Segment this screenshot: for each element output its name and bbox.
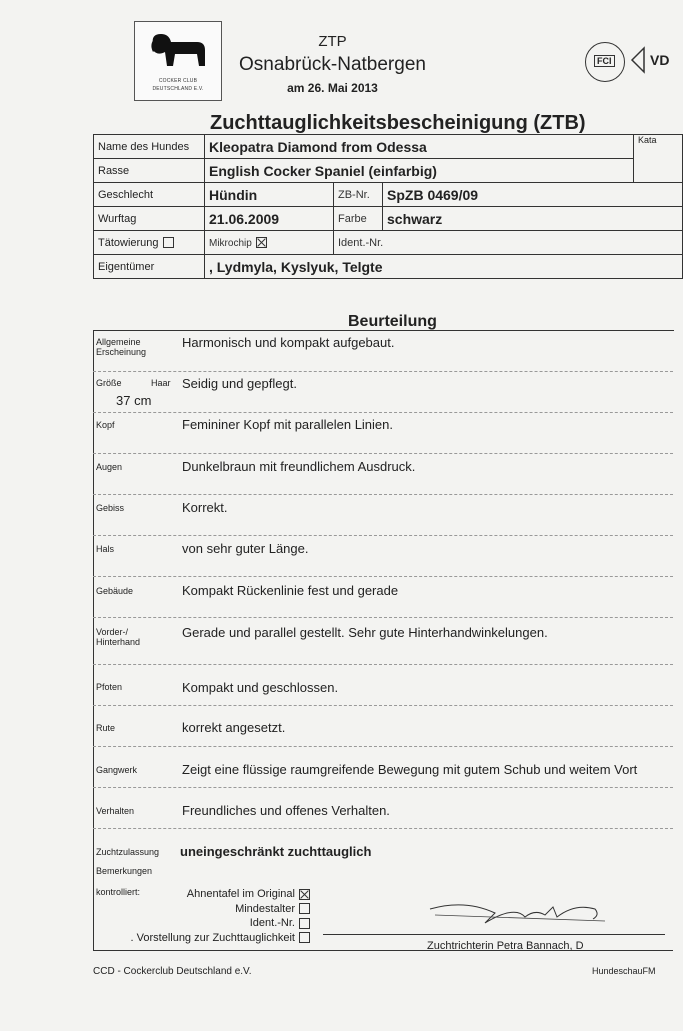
row-divider: [93, 705, 673, 706]
row-label-groesse: Größe: [96, 378, 122, 388]
row-value-hals: von sehr guter Länge.: [182, 541, 309, 556]
row-divider: [93, 746, 673, 747]
row-value-groesse: 37 cm: [116, 393, 152, 408]
row-divider: [93, 617, 673, 618]
row-divider: [93, 494, 673, 495]
section-title: Beurteilung: [348, 313, 437, 330]
row-divider: [93, 828, 673, 829]
name-label: Name des Hundes: [94, 135, 205, 159]
check-ahnentafel-box: [299, 889, 310, 900]
taetowierung-checkbox: [163, 237, 174, 248]
signature: [425, 895, 610, 935]
ident-label: Ident.-Nr.: [334, 231, 683, 255]
check-ident-label: Ident.-Nr.: [249, 917, 295, 929]
grid-bottom: [93, 950, 673, 951]
row-divider: [93, 664, 673, 665]
katalog-label: Kata: [633, 135, 682, 183]
dog-name: Kleopatra Diamond from Odessa: [209, 138, 427, 155]
logo-line1: COCKER CLUB: [158, 78, 198, 84]
row-label-vorderhand: Vorder-/ Hinterhand: [96, 627, 141, 647]
row-label-rute: Rute: [96, 723, 116, 733]
row-value-erscheinung: Harmonisch und kompakt aufgebaut.: [182, 335, 395, 350]
check-vorstellung-box: [299, 932, 310, 943]
row-label-haar: Haar: [151, 378, 171, 388]
taetowierung-label: Tätowierung: [98, 236, 159, 249]
row-value-vorderhand: Gerade und parallel gestellt. Sehr gute Hinterhandwinkelungen.: [182, 625, 548, 640]
row-value-augen: Dunkelbraun mit freundlichem Ausdruck.: [182, 459, 416, 474]
row-divider: [93, 412, 673, 413]
check-mindestalter-label: Mindestalter: [235, 902, 295, 915]
row-value-gebiss: Korrekt.: [182, 500, 228, 515]
fci-logo: FCI: [585, 42, 625, 82]
eigentuemer-label: Eigentümer: [94, 255, 205, 279]
row-value-pfoten: Kompakt und geschlossen.: [182, 680, 339, 695]
zb-label: ZB-Nr.: [334, 183, 383, 207]
geschlecht-label: Geschlecht: [94, 183, 205, 207]
breed: English Cocker Spaniel (einfarbig): [209, 162, 437, 179]
signature-line: [323, 934, 665, 935]
check-mindestalter-box: [299, 903, 310, 914]
row-value-rute: korrekt angesetzt.: [182, 720, 286, 735]
zb-number: SpZB 0469/09: [387, 186, 479, 203]
sex: Hündin: [209, 186, 258, 203]
row-label-gangwerk: Gangwerk: [96, 765, 138, 775]
row-divider: [93, 453, 673, 454]
row-label-pfoten: Pfoten: [96, 682, 123, 692]
row-label-augen: Augen: [96, 462, 123, 472]
check-list: [120, 887, 310, 945]
footer-right: HundeschauFM: [592, 966, 656, 976]
farbe-label: Farbe: [334, 207, 383, 231]
owner: , Lydmyla, Kyslyuk, Telgte: [209, 258, 383, 275]
check-ahnentafel-label: Ahnentafel im Original: [186, 888, 295, 900]
footer-left: CCD - Cockerclub Deutschland e.V.: [93, 966, 252, 977]
row-divider: [93, 787, 673, 788]
row-value-kopf: Femininer Kopf mit parallelen Linien.: [182, 417, 393, 432]
row-value-gebaeude: Kompakt Rückenlinie fest und gerade: [182, 583, 399, 598]
row-label-kopf: Kopf: [96, 420, 115, 430]
mikrochip-checkbox: [256, 237, 267, 248]
event-location: Osnabrück-Natbergen: [239, 54, 426, 75]
dog-info-table: [93, 134, 683, 279]
check-vorstellung-label: . Vorstellung zur Zuchttauglichkeit: [130, 931, 295, 944]
kontrolliert-label: kontrolliert:: [96, 887, 141, 897]
event-date: am 26. Mai 2013: [287, 81, 378, 95]
color: schwarz: [387, 210, 443, 227]
judge-name: Zuchtrichterin Petra Bannach, D: [427, 940, 584, 952]
zuchtzulassung-value: uneingeschränkt zuchttauglich: [180, 844, 372, 859]
birth-date: 21.06.2009: [209, 210, 280, 227]
row-value-verhalten: Freundliches und offenes Verhalten.: [182, 803, 390, 818]
row-label-erscheinung: Allgemeine Erscheinung: [96, 337, 147, 357]
vdh-logo: VD: [630, 44, 675, 76]
row-label-gebaeude: Gebäude: [96, 586, 134, 596]
row-label-verhalten: Verhalten: [96, 806, 135, 816]
row-divider: [93, 371, 673, 372]
logo-line2: DEUTSCHLAND E.V.: [152, 86, 204, 92]
zuchtzulassung-label: Zuchtzulassung: [96, 847, 160, 857]
row-value-gangwerk: Zeigt eine flüssige raumgreifende Bewegung mit gutem Schub und weitem Vort: [182, 762, 638, 777]
rasse-label: Rasse: [94, 159, 205, 183]
document-title: Zuchttauglichkeitsbescheinigung (ZTB): [210, 112, 586, 134]
row-divider: [93, 576, 673, 577]
mikrochip-label: Mikrochip: [209, 237, 252, 249]
row-label-gebiss: Gebiss: [96, 503, 125, 513]
check-ident-box: [299, 918, 310, 929]
wurftag-label: Wurftag: [94, 207, 205, 231]
row-label-hals: Hals: [96, 544, 115, 554]
row-value-haar: Seidig und gepflegt.: [182, 376, 297, 391]
event-type: ZTP: [318, 33, 347, 50]
bemerkungen-label: Bemerkungen: [96, 866, 153, 876]
row-divider: [93, 535, 673, 536]
